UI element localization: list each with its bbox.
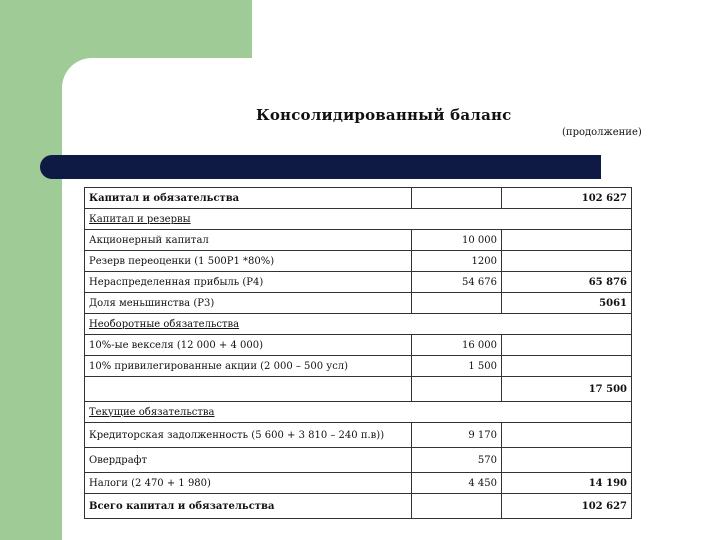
decorative-bar	[40, 155, 601, 179]
row-value: 16 000	[411, 335, 501, 356]
row-label: Налоги (2 470 + 1 980)	[85, 473, 412, 494]
empty-cell	[411, 377, 501, 402]
row-label: 10%-ые векселя (12 000 + 4 000)	[85, 335, 412, 356]
section-equity	[85, 209, 632, 230]
table-row	[85, 230, 632, 251]
section-current-label: Текущие обязательства	[89, 406, 215, 418]
empty-cell	[501, 230, 631, 251]
table-row	[85, 448, 632, 473]
row-total: 14 190	[501, 473, 631, 494]
table-row	[85, 314, 632, 335]
footer-label: Всего капитал и обязательства	[85, 494, 412, 519]
table-row	[85, 423, 632, 448]
balance-table	[84, 187, 632, 519]
table-row	[85, 377, 632, 402]
section-equity-label: Капитал и резервы	[89, 213, 191, 225]
row-value: 1 500	[411, 356, 501, 377]
footer-total: 102 627	[501, 494, 631, 519]
table-row	[85, 251, 632, 272]
row-total: 17 500	[501, 377, 631, 402]
empty-cell	[501, 356, 631, 377]
empty-cell	[501, 251, 631, 272]
row-label: 10% привилегированные акции (2 000 – 500 усл)	[85, 356, 412, 377]
table-row	[85, 494, 632, 519]
row-total: 5061	[501, 293, 631, 314]
empty-cell	[501, 335, 631, 356]
table-row	[85, 473, 632, 494]
empty-cell	[411, 494, 501, 519]
table-row	[85, 293, 632, 314]
table-row	[85, 402, 632, 423]
empty-cell	[85, 377, 412, 402]
row-label: Акционерный капитал	[85, 230, 412, 251]
section-noncurrent-label: Необоротные обязательства	[89, 318, 240, 330]
row-label: Резерв переоценки (1 500Р1 *80%)	[85, 251, 412, 272]
row-label: Доля меньшинства (Р3)	[85, 293, 412, 314]
page-subtitle: (продолжение)	[562, 127, 642, 138]
empty-cell	[501, 423, 631, 448]
page-title: Консолидированный баланс	[256, 106, 512, 124]
empty-cell	[501, 448, 631, 473]
empty-cell	[411, 293, 501, 314]
empty-cell	[411, 188, 501, 209]
table-row	[85, 209, 632, 230]
header-label: Капитал и обязательства	[85, 188, 412, 209]
table-row	[85, 188, 632, 209]
row-total: 65 876	[501, 272, 631, 293]
table-row	[85, 272, 632, 293]
table-row	[85, 335, 632, 356]
section-current	[85, 402, 632, 423]
row-value: 54 676	[411, 272, 501, 293]
row-value: 4 450	[411, 473, 501, 494]
row-value: 570	[411, 448, 501, 473]
row-label: Овердрафт	[85, 448, 412, 473]
row-value: 1200	[411, 251, 501, 272]
header-total: 102 627	[501, 188, 631, 209]
table-row	[85, 356, 632, 377]
row-value: 10 000	[411, 230, 501, 251]
section-noncurrent	[85, 314, 632, 335]
row-value: 9 170	[411, 423, 501, 448]
row-label: Нераспределенная прибыль (Р4)	[85, 272, 412, 293]
row-label: Кредиторская задолженность (5 600 + 3 810 – 240 п.в))	[85, 423, 412, 448]
